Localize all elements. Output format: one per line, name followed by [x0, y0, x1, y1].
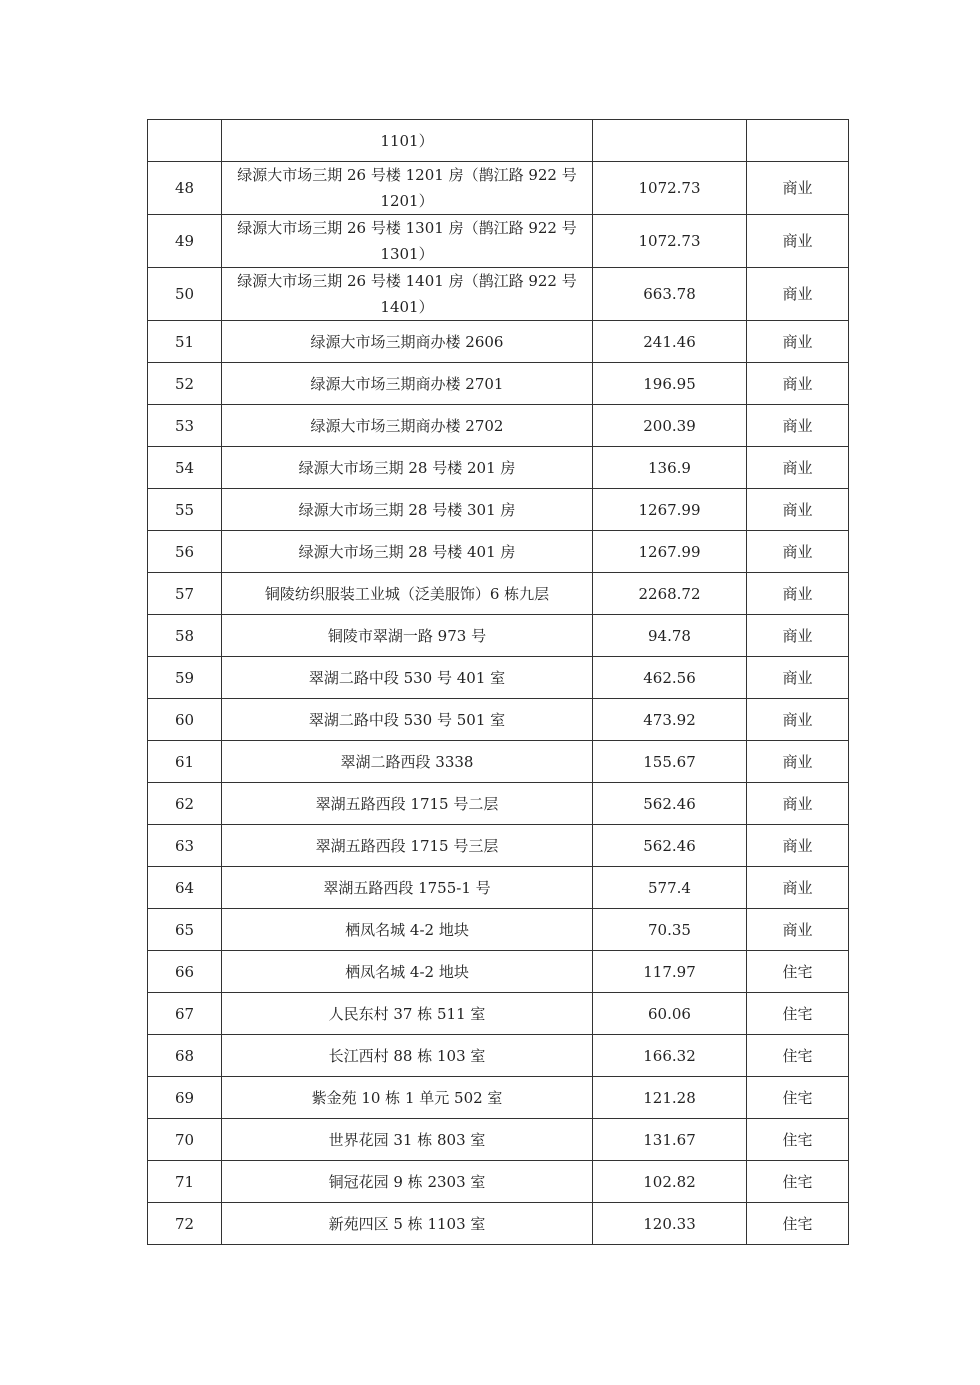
table-row	[148, 363, 849, 405]
table-row	[148, 615, 849, 657]
row-number: 55	[148, 489, 222, 531]
row-number: 58	[148, 615, 222, 657]
area-cell: 200.39	[593, 405, 747, 447]
area-cell: 102.82	[593, 1161, 747, 1203]
address-cell: 绿源大市场三期 26 号楼 1401 房（鹊江路 922 号 1401）	[222, 268, 593, 321]
address-cell: 翠湖五路西段 1755-1 号	[222, 867, 593, 909]
address-cell: 绿源大市场三期商办楼 2702	[222, 405, 593, 447]
address-cell: 绿源大市场三期 28 号楼 301 房	[222, 489, 593, 531]
area-cell: 473.92	[593, 699, 747, 741]
address-cell: 铜陵纺织服装工业城（泛美服饰）6 栋九层	[222, 573, 593, 615]
row-number: 49	[148, 215, 222, 268]
address-cell: 绿源大市场三期 26 号楼 1201 房（鹊江路 922 号 1201）	[222, 162, 593, 215]
table-row	[148, 993, 849, 1035]
area-cell: 1072.73	[593, 215, 747, 268]
table-row	[148, 268, 849, 321]
row-number: 67	[148, 993, 222, 1035]
address-cell: 翠湖二路中段 530 号 401 室	[222, 657, 593, 699]
table-row	[148, 1035, 849, 1077]
address-cell: 长江西村 88 栋 103 室	[222, 1035, 593, 1077]
use-cell: 住宅	[747, 1077, 849, 1119]
row-number: 65	[148, 909, 222, 951]
row-number: 70	[148, 1119, 222, 1161]
table-row	[148, 1161, 849, 1203]
address-cell: 翠湖二路西段 3338	[222, 741, 593, 783]
table-row	[148, 162, 849, 215]
address-cell: 栖凤名城 4-2 地块	[222, 951, 593, 993]
area-cell: 1267.99	[593, 489, 747, 531]
area-cell: 155.67	[593, 741, 747, 783]
address-cell: 绿源大市场三期商办楼 2606	[222, 321, 593, 363]
use-cell: 商业	[747, 699, 849, 741]
address-cell: 绿源大市场三期 28 号楼 401 房	[222, 531, 593, 573]
table-row	[148, 825, 849, 867]
row-number: 48	[148, 162, 222, 215]
use-cell: 商业	[747, 867, 849, 909]
use-cell: 商业	[747, 447, 849, 489]
address-cell: 绿源大市场三期商办楼 2701	[222, 363, 593, 405]
row-number: 63	[148, 825, 222, 867]
use-cell	[747, 120, 849, 162]
row-number: 72	[148, 1203, 222, 1245]
address-cell: 世界花园 31 栋 803 室	[222, 1119, 593, 1161]
table-row	[148, 1119, 849, 1161]
table-row	[148, 215, 849, 268]
address-cell: 铜陵市翠湖一路 973 号	[222, 615, 593, 657]
use-cell: 商业	[747, 215, 849, 268]
address-cell: 翠湖五路西段 1715 号二层	[222, 783, 593, 825]
address-cell: 翠湖二路中段 530 号 501 室	[222, 699, 593, 741]
area-cell: 663.78	[593, 268, 747, 321]
area-cell: 562.46	[593, 825, 747, 867]
address-cell: 紫金苑 10 栋 1 单元 502 室	[222, 1077, 593, 1119]
use-cell: 商业	[747, 783, 849, 825]
table-row	[148, 741, 849, 783]
address-cell: 绿源大市场三期 26 号楼 1301 房（鹊江路 922 号 1301）	[222, 215, 593, 268]
use-cell: 住宅	[747, 1161, 849, 1203]
row-number: 53	[148, 405, 222, 447]
row-number: 68	[148, 1035, 222, 1077]
address-cell: 翠湖五路西段 1715 号三层	[222, 825, 593, 867]
row-number: 54	[148, 447, 222, 489]
table-row	[148, 405, 849, 447]
area-cell: 196.95	[593, 363, 747, 405]
area-cell: 562.46	[593, 783, 747, 825]
address-cell: 栖凤名城 4-2 地块	[222, 909, 593, 951]
area-cell: 1072.73	[593, 162, 747, 215]
row-number: 56	[148, 531, 222, 573]
row-number: 66	[148, 951, 222, 993]
use-cell: 商业	[747, 363, 849, 405]
address-cell: 人民东村 37 栋 511 室	[222, 993, 593, 1035]
area-cell: 2268.72	[593, 573, 747, 615]
area-cell: 117.97	[593, 951, 747, 993]
table-row	[148, 1203, 849, 1245]
area-cell: 131.67	[593, 1119, 747, 1161]
property-table	[147, 119, 849, 1245]
use-cell: 商业	[747, 268, 849, 321]
row-number: 52	[148, 363, 222, 405]
use-cell: 住宅	[747, 1035, 849, 1077]
address-cell: 1101）	[222, 120, 593, 162]
use-cell: 住宅	[747, 993, 849, 1035]
row-number: 64	[148, 867, 222, 909]
table-row	[148, 783, 849, 825]
table-row	[148, 657, 849, 699]
use-cell: 住宅	[747, 951, 849, 993]
row-number: 69	[148, 1077, 222, 1119]
row-number: 61	[148, 741, 222, 783]
row-number: 57	[148, 573, 222, 615]
row-number: 60	[148, 699, 222, 741]
table-row	[148, 573, 849, 615]
use-cell: 商业	[747, 162, 849, 215]
area-cell: 241.46	[593, 321, 747, 363]
area-cell: 94.78	[593, 615, 747, 657]
row-number	[148, 120, 222, 162]
table-row	[148, 120, 849, 162]
use-cell: 商业	[747, 657, 849, 699]
row-number: 59	[148, 657, 222, 699]
area-cell: 70.35	[593, 909, 747, 951]
table-row	[148, 321, 849, 363]
row-number: 71	[148, 1161, 222, 1203]
row-number: 62	[148, 783, 222, 825]
address-cell: 新苑四区 5 栋 1103 室	[222, 1203, 593, 1245]
use-cell: 商业	[747, 573, 849, 615]
table-row	[148, 531, 849, 573]
area-cell: 1267.99	[593, 531, 747, 573]
use-cell: 商业	[747, 909, 849, 951]
use-cell: 商业	[747, 321, 849, 363]
use-cell: 商业	[747, 489, 849, 531]
area-cell: 136.9	[593, 447, 747, 489]
table-row	[148, 867, 849, 909]
use-cell: 商业	[747, 531, 849, 573]
address-cell: 铜冠花园 9 栋 2303 室	[222, 1161, 593, 1203]
table-row	[148, 909, 849, 951]
use-cell: 商业	[747, 405, 849, 447]
use-cell: 住宅	[747, 1203, 849, 1245]
table-row	[148, 447, 849, 489]
address-cell: 绿源大市场三期 28 号楼 201 房	[222, 447, 593, 489]
table-row	[148, 1077, 849, 1119]
area-cell: 462.56	[593, 657, 747, 699]
area-cell: 121.28	[593, 1077, 747, 1119]
table-row	[148, 699, 849, 741]
row-number: 51	[148, 321, 222, 363]
area-cell: 577.4	[593, 867, 747, 909]
use-cell: 商业	[747, 741, 849, 783]
area-cell	[593, 120, 747, 162]
area-cell: 166.32	[593, 1035, 747, 1077]
area-cell: 60.06	[593, 993, 747, 1035]
table-row	[148, 951, 849, 993]
table-row	[148, 489, 849, 531]
row-number: 50	[148, 268, 222, 321]
area-cell: 120.33	[593, 1203, 747, 1245]
use-cell: 商业	[747, 825, 849, 867]
use-cell: 商业	[747, 615, 849, 657]
use-cell: 住宅	[747, 1119, 849, 1161]
